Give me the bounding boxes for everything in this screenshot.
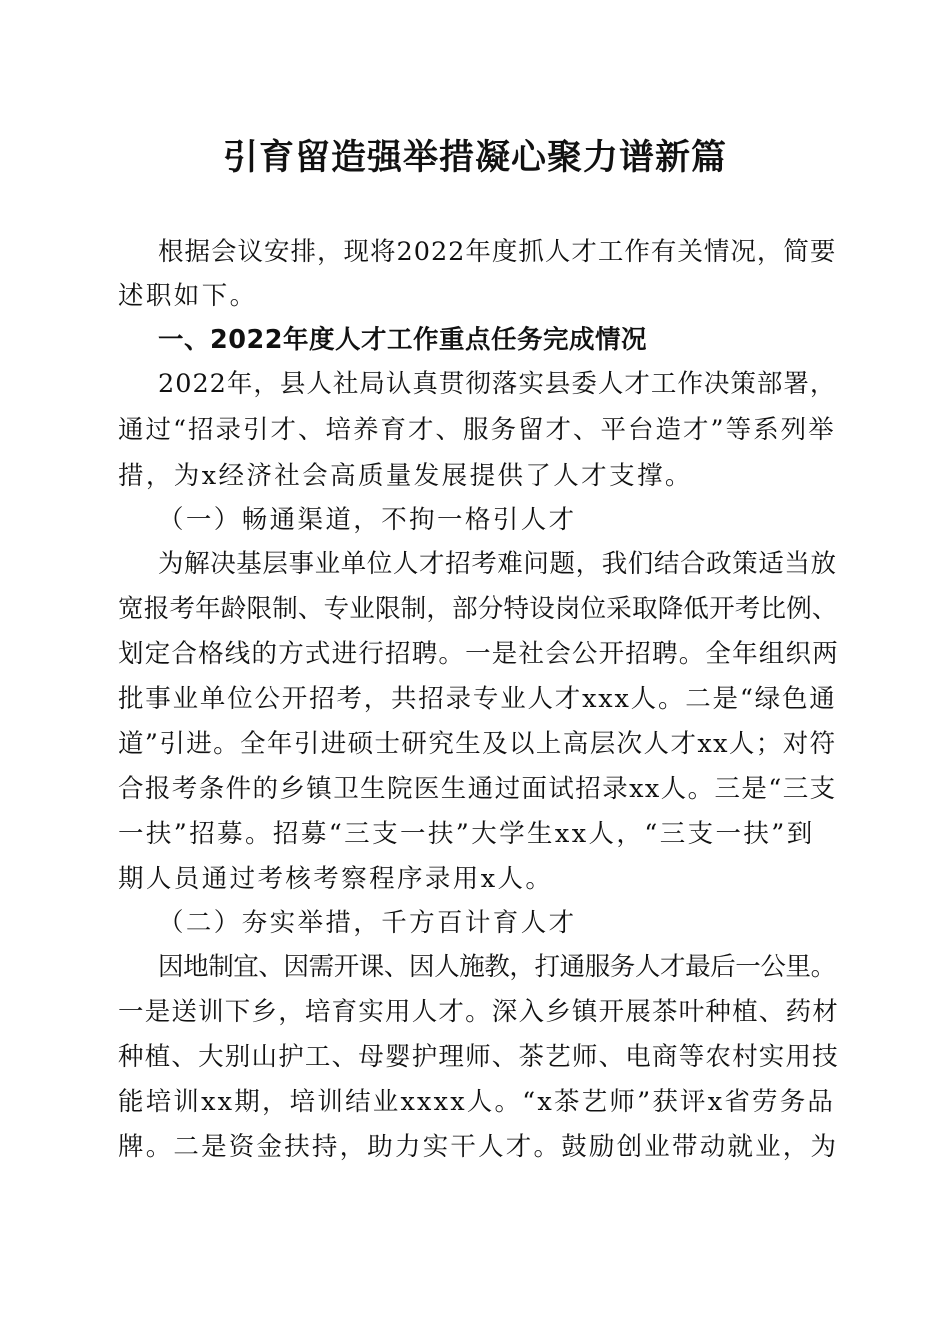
paragraph-line: 一扶”招募。招募“三支一扶”大学生xx人，“三支一扶”到 bbox=[118, 819, 815, 849]
subsection-heading: （一）畅通渠道，不拘一格引人才 bbox=[158, 505, 577, 535]
document-title: 引育留造强举措凝心聚力谱新篇 bbox=[222, 137, 727, 178]
paragraph-line: 种植、大别山护工、母婴护理师、茶艺师、电商等农村实用技 bbox=[118, 1042, 839, 1072]
paragraph-line: 期人员通过考核考察程序录用x人。 bbox=[118, 864, 554, 894]
paragraph-line: 道”引进。全年引进硕士研究生及以上高层次人才xx人；对符 bbox=[118, 729, 837, 759]
paragraph-line: 为解决基层事业单位人才招考难问题，我们结合政策适当放 bbox=[158, 549, 837, 579]
subsection-heading: （二）夯实举措，千方百计育人才 bbox=[158, 908, 577, 938]
paragraph-line: 述职如下。 bbox=[118, 281, 258, 311]
paragraph-line: 合报考条件的乡镇卫生院医生通过面试招录xx人。三是“三支 bbox=[118, 774, 837, 804]
paragraph-line: 2022年，县人社局认真贯彻落实县委人才工作决策部署， bbox=[158, 369, 837, 399]
paragraph-line: 一是送训下乡，培育实用人才。深入乡镇开展茶叶种植、药材 bbox=[118, 997, 839, 1027]
paragraph-line: 通过“招录引才、培养育才、服务留才、平台造才”等系列举 bbox=[118, 415, 836, 445]
paragraph-line: 因地制宜、因需开课、因人施教，打通服务人才最后一公里。 bbox=[158, 952, 836, 982]
section-heading: 一、2022年度人才工作重点任务完成情况 bbox=[158, 325, 647, 355]
paragraph-line: 批事业单位公开招考，共招录专业人才xxx人。二是“绿色通 bbox=[118, 684, 837, 714]
paragraph-line: 宽报考年龄限制、专业限制，部分特设岗位采取降低开考比例、 bbox=[118, 594, 838, 624]
paragraph-line: 措，为x经济社会高质量发展提供了人才支撑。 bbox=[118, 461, 693, 491]
paragraph-line: 根据会议安排，现将2022年度抓人才工作有关情况，简要 bbox=[158, 237, 837, 267]
paragraph-line: 牌。二是资金扶持，助力实干人才。鼓励创业带动就业，为 bbox=[118, 1132, 839, 1162]
paragraph-line: 能培训xx期，培训结业xxxx人。“x茶艺师”获评x省劳务品 bbox=[118, 1087, 836, 1117]
paragraph-line: 划定合格线的方式进行招聘。一是社会公开招聘。全年组织两 bbox=[118, 639, 839, 669]
